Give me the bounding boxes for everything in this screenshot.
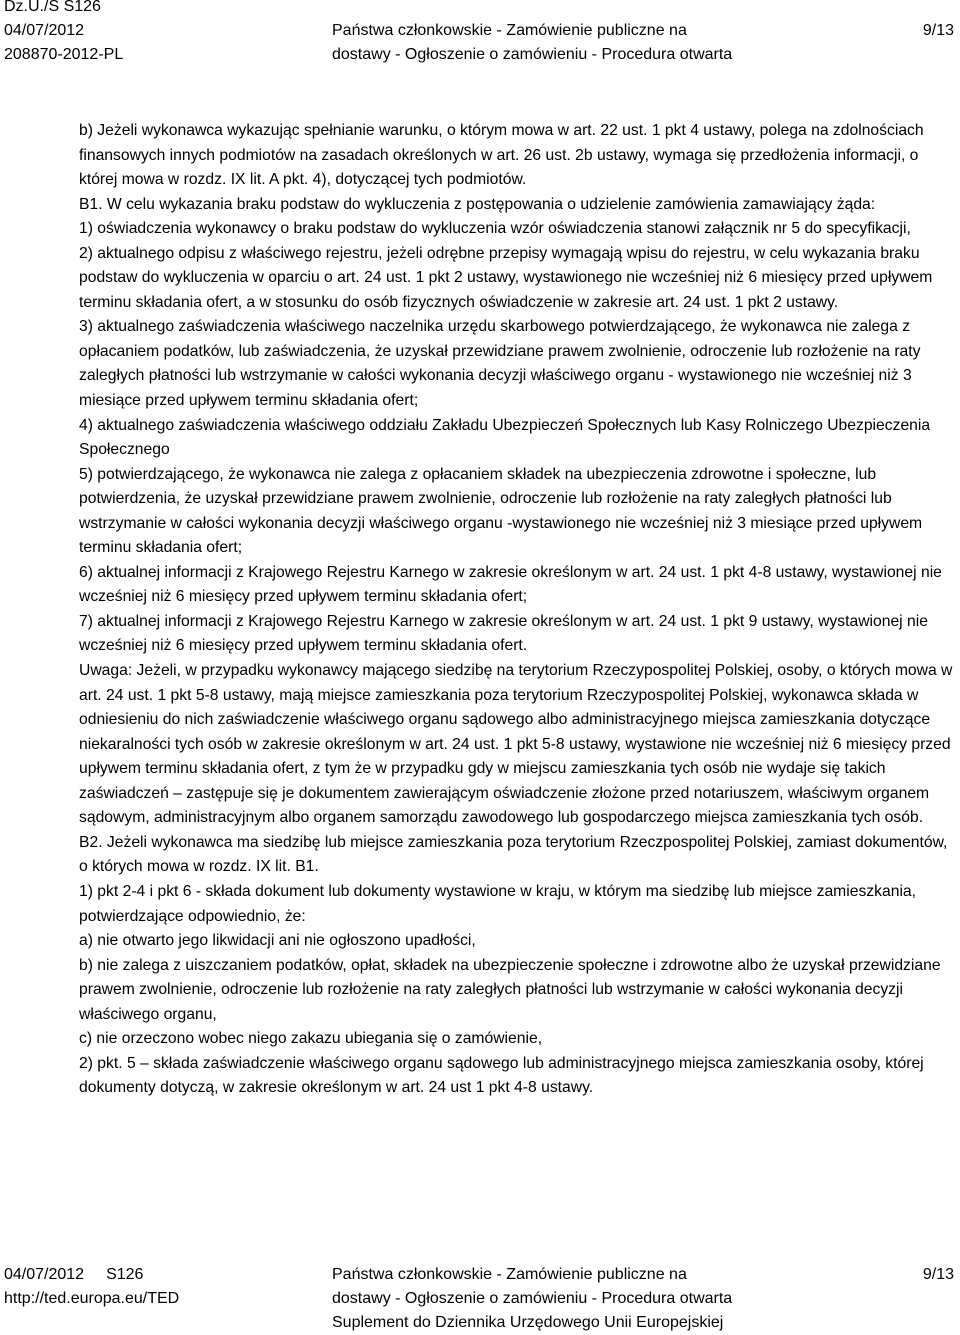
paragraph: 7) aktualnej informacji z Krajowego Rejestru Karnego w zakresie określonym w art. 24 ust. 1 pkt 9 ustawy, wystawionej nie wcześniej niż 6 miesięcy przed upływem terminu składania ofert.	[79, 612, 928, 655]
paragraph: 4) aktualnego zaświadczenia właściwego oddziału Zakładu Ubezpieczeń Społecznych lub Kasy Rolniczego Ubezpieczenia Społecznego	[79, 416, 931, 459]
footer-date: 04/07/2012	[4, 1266, 85, 1283]
paragraph: 1) pkt 2-4 i pkt 6 - składa dokument lub dokumenty wystawione w kraju, w którym ma siedzibę lub miejsce zamieszkania, potwierdzające odpowiednio, że:	[79, 882, 917, 925]
paragraph: 2) pkt. 5 – składa zaświadczenie właściwego organu sądowego lub administracyjnego miejsca zamieszkania osoby, której dokumenty dotyczą, w zakresie określonym w art. 24 ust 1 pkt 4-8 ustawy.	[79, 1054, 924, 1097]
header-journal-ref: Dz.U./S S126	[4, 0, 101, 15]
paragraph: 3) aktualnego zaświadczenia właściwego naczelnika urzędu skarbowego potwierdzającego, że wykonawca nie zalega z opłacaniem podatków, lub zaświadczenia, że uzyskał przewidziane prawem zwolnienie, odroczenie lub rozłożenie na raty zaległych płatności lub wstrzymanie w całości wykonania decyzji właściwego organu - wystawionego nie wcześniej niż 3 miesiące przed upływem terminu składania ofert;	[79, 318, 921, 410]
header-page-number: 9/13	[922, 22, 954, 39]
header-title	[332, 19, 732, 67]
paragraph: b) nie zalega z uiszczaniem podatków, opłat, składek na ubezpieczenie społeczne i zdrowotne albo że uzyskał przewidziane prawem zwolnienie, odroczenie lub rozłożenie na raty zaległych płatności lub wstrzymanie w całości wykonania decyzji właściwego organu,	[79, 956, 941, 1023]
paragraph: Uwaga: Jeżeli, w przypadku wykonawcy mającego siedzibę na terytorium Rzeczypospolitej Polskiej, osoby, o których mowa w art. 24 ust. 1 pkt 5-8 ustawy, mają miejsce zamieszkania poza terytorium Rzeczypospolitej Polskiej, wykonawca składa w odniesieniu do nich zaświadczenie właściwego organu sądowego albo administracyjnego miejsca zamieszkania dotyczące niekaralności tych osób w zakresie określonym w art. 24 ust. 1 pkt 5-8 ustawy, wystawione nie wcześniej niż 6 miesięcy przed upływem terminu składania ofert, z tym że w przypadku gdy w miejscu zamieszkania tych osób nie wydaje się takich zaświadczeń – zastępuje się je dokumentem zawierającym oświadczenie złożone przed notariuszem, właściwym organem sądowym, administracyjnym albo organem samorządu zawodowego lub gospodarczego miejsca zamieszkania tych osób.	[79, 662, 953, 827]
page-header	[0, 0, 960, 74]
paragraph: 1) oświadczenia wykonawcy o braku podstaw do wykluczenia wzór oświadczenia stanowi załącznik nr 5 do specyfikacji,	[79, 220, 911, 238]
document-body	[79, 119, 955, 1101]
footer-title-line-2: dostawy - Ogłoszenie o zamówieniu - Procedura otwarta	[332, 1290, 733, 1307]
header-title-line-1: Państwa członkowskie - Zamówienie publiczne na	[332, 22, 687, 39]
header-title-line-2: dostawy - Ogłoszenie o zamówieniu - Procedura otwarta	[332, 46, 733, 63]
footer-url-link[interactable]: http://ted.europa.eu/TED	[4, 1290, 180, 1307]
paragraph: B1. W celu wykazania braku podstaw do wykluczenia z postępowania o udzielenie zamówienia zamawiający żąda:	[79, 195, 876, 213]
paragraph: 6) aktualnej informacji z Krajowego Rejestru Karnego w zakresie określonym w art. 24 ust. 1 pkt 4-8 ustawy, wystawionej nie wcześniej niż 6 miesięcy przed upływem terminu składania ofert;	[79, 563, 942, 606]
header-reference	[4, 0, 123, 67]
footer-title	[332, 1263, 732, 1335]
paragraph: a) nie otwarto jego likwidacji ani nie ogłoszono upadłości,	[79, 932, 476, 950]
footer-title-line-1: Państwa członkowskie - Zamówienie publiczne na	[332, 1266, 687, 1283]
page-footer	[0, 1262, 960, 1334]
header-date: 04/07/2012	[4, 22, 85, 39]
header-notice-number: 208870-2012-PL	[4, 46, 124, 63]
footer-reference	[4, 1263, 179, 1311]
footer-title-line-3: Suplement do Dziennika Urzędowego Unii Europejskiej	[332, 1314, 724, 1331]
paragraph: B2. Jeżeli wykonawca ma siedzibę lub miejsce zamieszkania poza terytorium Rzeczpospolitej Polskiej, zamiast dokumentów, o których mowa w rozdz. IX lit. B1.	[79, 833, 948, 876]
footer-page-number: 9/13	[922, 1266, 954, 1283]
paragraph: b) Jeżeli wykonawca wykazując spełnianie warunku, o którym mowa w art. 22 ust. 1 pkt 4 ustawy, polega na zdolnościach finansowych innych podmiotów na zasadach określonych w art. 26 ust. 2b ustawy, wymaga się przedłożenia informacji, o której mowa w rozdz. IX lit. A pkt. 4), dotyczącej tych podmiotów.	[79, 122, 924, 189]
paragraph: c) nie orzeczono wobec niego zakazu ubiegania się o zamówienie,	[79, 1030, 543, 1048]
paragraph: 2) aktualnego odpisu z właściwego rejestru, jeżeli odrębne przepisy wymagają wpisu do rejestru, w celu wykazania braku podstaw do wykluczenia w oparciu o art. 24 ust. 1 pkt 2 ustawy, wystawionego nie wcześniej niż 6 miesięcy przed upływem terminu składania ofert, a w stosunku do osób fizycznych oświadczenie w zakresie art. 24 ust. 1 pkt 2 ustawy.	[79, 244, 933, 311]
footer-issue: S126	[106, 1266, 144, 1283]
paragraph: 5) potwierdzającego, że wykonawca nie zalega z opłacaniem składek na ubezpieczenia zdrowotne i społeczne, lub potwierdzenia, że uzyskał przewidziane prawem zwolnienie, odroczenie lub rozłożenie na raty zaległych płatności lub wstrzymanie w całości wykonania decyzji właściwego organu -wystawionego nie wcześniej niż 3 miesiące przed upływem terminu składania ofert;	[79, 465, 923, 557]
